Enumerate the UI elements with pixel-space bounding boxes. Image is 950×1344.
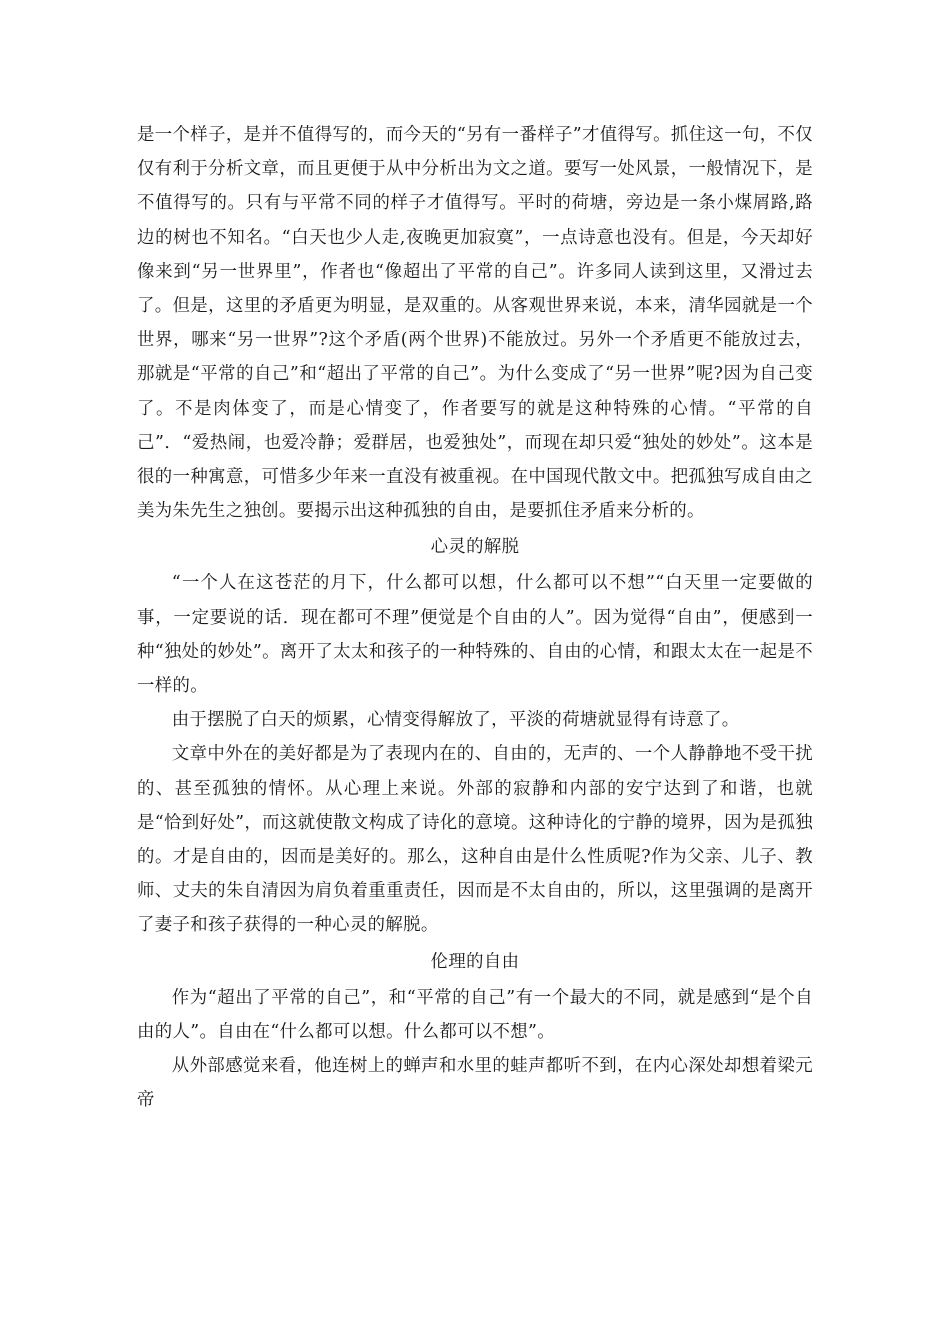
intro-paragraph: 是一个样子，是并不值得写的，而今天的“另有一番样子”才值得写。抓住这一句，不仅仅有利于分析文章，而且更便于从中分析出为文之道。要写一处风景，一般情况下，是不值得写的。只有与平常不同的样子才值得写。平时的荷塘，旁边是一条小煤屑路,路边的树也不知名。“白天也少人走,夜晚更加寂寞”，一点诗意也没有。但是，今天却好像来到“另一世界里”，作者也“像超出了平常的自己”。许多同人读到这里，又滑过去了。但是，这里的矛盾更为明显，是双重的。从客观世界来说，本来，清华园就是一个世界，哪来“另一世界”?这个矛盾(两个世界)不能放过。另外一个矛盾更不能放过去，那就是“平常的自己”和“超出了平常的自己”。为什么变成了“另一世界”呢?因为自己变了。不是肉体变了，而是心情变了，作者要写的就是这种特殊的心情。“平常的自己”．“爱热闹，也爱冷静；爱群居，也爱独处”，而现在却只爱“独处的妙处”。这本是很的一种寓意，可惜多少年来一直没有被重视。在中国现代散文中。把孤独写成自由之美为朱先生之独创。要揭示出这种孤独的自由，是要抓住矛盾来分析的。 — [137, 125, 813, 522]
body-paragraph: 文章中外在的美好都是为了表现内在的、自由的，无声的、一个人静静地不受干扰的、甚至孤独的情怀。从心理上来说。外部的寂静和内部的安宁达到了和谐，也就是“恰到好处”，而这就使散文构成了诗化的意境。这种诗化的宁静的境界，因为是孤独的。才是自由的，因而是美好的。那么，这种自由是什么性质呢?作为父亲、儿子、教师、丈夫的朱自清因为肩负着重重责任，因而是不太自由的，所以，这里强调的是离开了妻子和孩子获得的一种心灵的解脱。 — [137, 744, 813, 936]
section-heading-ethical-freedom: 伦理的自由 — [430, 951, 520, 972]
body-paragraph: 从外部感觉来看，他连树上的蝉声和水里的蛙声都听不到，在内心深处却想着梁元帝 — [137, 1056, 813, 1111]
body-paragraph: 由于摆脱了白天的烦累，心情变得解放了，平淡的荷塘就显得有诗意了。 — [171, 710, 740, 731]
section-heading-spiritual-liberation: 心灵的解脱 — [430, 537, 520, 558]
body-paragraph: “一个人在这苍茫的月下，什么都可以想，什么都可以不想”“白天里一定要做的事，一定要说的话．现在都可不理”便觉是个自由的人”。因为觉得“自由”，便感到一种“独处的妙处”。离开了太太和孩子的一种特殊的、自由的心情，和跟太太在一起是不一样的。 — [137, 573, 813, 697]
document-page — [137, 118, 813, 1117]
body-paragraph: 作为“超出了平常的自己”，和“平常的自己”有一个最大的不同，就是感到“是个自由的人”。自由在“什么都可以想。什么都可以不想”。 — [137, 987, 813, 1042]
